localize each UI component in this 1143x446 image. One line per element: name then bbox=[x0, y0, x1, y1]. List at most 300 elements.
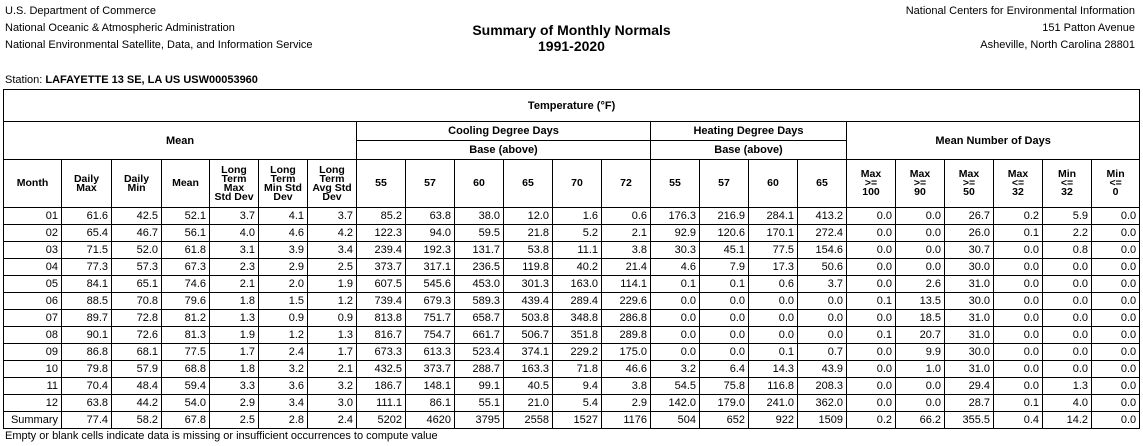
value-cell: 2.3 bbox=[210, 259, 259, 276]
value-cell: 4.6 bbox=[259, 225, 308, 242]
value-cell: 2.1 bbox=[308, 361, 357, 378]
value-cell: 68.8 bbox=[162, 361, 210, 378]
value-cell: 77.4 bbox=[62, 412, 112, 429]
value-cell: 661.7 bbox=[455, 327, 504, 344]
value-cell: 1.6 bbox=[553, 208, 602, 225]
value-cell: 77.5 bbox=[749, 242, 798, 259]
table-row bbox=[4, 378, 1140, 395]
value-cell: 14.3 bbox=[749, 361, 798, 378]
station-line bbox=[5, 74, 258, 86]
value-cell: 0.0 bbox=[896, 395, 945, 412]
value-cell: 0.0 bbox=[1043, 310, 1092, 327]
value-cell: 523.4 bbox=[455, 344, 504, 361]
value-cell: 1509 bbox=[798, 412, 847, 429]
value-cell: 65.1 bbox=[112, 276, 162, 293]
column-header: Long Term Avg Std Dev bbox=[308, 160, 357, 208]
value-cell: 86.1 bbox=[406, 395, 455, 412]
value-cell: 81.2 bbox=[162, 310, 210, 327]
value-cell: 922 bbox=[749, 412, 798, 429]
column-header: Min <= 0 bbox=[1092, 160, 1140, 208]
value-cell: 0.0 bbox=[1043, 327, 1092, 344]
value-cell: 3.7 bbox=[798, 276, 847, 293]
value-cell: 148.1 bbox=[406, 378, 455, 395]
value-cell: 0.0 bbox=[847, 378, 896, 395]
value-cell: 0.0 bbox=[994, 259, 1043, 276]
value-cell: 679.3 bbox=[406, 293, 455, 310]
column-header: Max >= 90 bbox=[896, 160, 945, 208]
column-header: Max >= 100 bbox=[847, 160, 896, 208]
value-cell: 30.3 bbox=[651, 242, 700, 259]
value-cell: 71.8 bbox=[553, 361, 602, 378]
value-cell: 21.8 bbox=[504, 225, 553, 242]
value-cell: 1.7 bbox=[210, 344, 259, 361]
month-cell: 12 bbox=[4, 395, 62, 412]
month-cell: 03 bbox=[4, 242, 62, 259]
agency-line-2: National Oceanic & Atmospheric Administration bbox=[5, 22, 235, 34]
value-cell: 348.8 bbox=[553, 310, 602, 327]
value-cell: 413.2 bbox=[798, 208, 847, 225]
heating-degree-days-header: Heating Degree Days bbox=[651, 122, 847, 141]
value-cell: 99.1 bbox=[455, 378, 504, 395]
value-cell: 1.9 bbox=[210, 327, 259, 344]
value-cell: 12.0 bbox=[504, 208, 553, 225]
value-cell: 1527 bbox=[553, 412, 602, 429]
value-cell: 0.1 bbox=[994, 395, 1043, 412]
value-cell: 2.9 bbox=[210, 395, 259, 412]
value-cell: 14.2 bbox=[1043, 412, 1092, 429]
column-header: 60 bbox=[749, 160, 798, 208]
value-cell: 0.0 bbox=[1092, 242, 1140, 259]
column-header: Daily Min bbox=[112, 160, 162, 208]
value-cell: 0.0 bbox=[1092, 225, 1140, 242]
value-cell: 1.0 bbox=[896, 361, 945, 378]
value-cell: 81.3 bbox=[162, 327, 210, 344]
value-cell: 50.6 bbox=[798, 259, 847, 276]
column-header: 65 bbox=[504, 160, 553, 208]
value-cell: 2.9 bbox=[259, 259, 308, 276]
value-cell: 239.4 bbox=[357, 242, 406, 259]
station-label: Station: bbox=[5, 74, 43, 86]
value-cell: 1176 bbox=[602, 412, 651, 429]
value-cell: 229.2 bbox=[553, 344, 602, 361]
station-name: LAFAYETTE 13 SE, LA US USW00053960 bbox=[45, 74, 258, 86]
column-header: 72 bbox=[602, 160, 651, 208]
value-cell: 175.0 bbox=[602, 344, 651, 361]
value-cell: 1.3 bbox=[210, 310, 259, 327]
value-cell: 373.7 bbox=[357, 259, 406, 276]
column-header: 57 bbox=[406, 160, 455, 208]
column-header: Mean bbox=[162, 160, 210, 208]
table-row bbox=[4, 327, 1140, 344]
value-cell: 0.0 bbox=[994, 310, 1043, 327]
value-cell: 4.0 bbox=[1043, 395, 1092, 412]
value-cell: 0.0 bbox=[749, 327, 798, 344]
value-cell: 288.7 bbox=[455, 361, 504, 378]
value-cell: 9.4 bbox=[553, 378, 602, 395]
value-cell: 3.2 bbox=[259, 361, 308, 378]
address-line-1: National Centers for Environmental Information bbox=[905, 5, 1135, 17]
value-cell: 241.0 bbox=[749, 395, 798, 412]
value-cell: 53.8 bbox=[504, 242, 553, 259]
value-cell: 54.5 bbox=[651, 378, 700, 395]
value-cell: 2.5 bbox=[308, 259, 357, 276]
month-cell: 10 bbox=[4, 361, 62, 378]
value-cell: 192.3 bbox=[406, 242, 455, 259]
value-cell: 40.2 bbox=[553, 259, 602, 276]
value-cell: 0.0 bbox=[798, 310, 847, 327]
value-cell: 1.8 bbox=[210, 293, 259, 310]
value-cell: 286.8 bbox=[602, 310, 651, 327]
value-cell: 57.9 bbox=[112, 361, 162, 378]
value-cell: 0.0 bbox=[1043, 361, 1092, 378]
value-cell: 373.7 bbox=[406, 361, 455, 378]
value-cell: 0.1 bbox=[700, 276, 749, 293]
value-cell: 658.7 bbox=[455, 310, 504, 327]
value-cell: 26.7 bbox=[945, 208, 994, 225]
value-cell: 362.0 bbox=[798, 395, 847, 412]
value-cell: 0.0 bbox=[651, 327, 700, 344]
value-cell: 2.2 bbox=[1043, 225, 1092, 242]
value-cell: 751.7 bbox=[406, 310, 455, 327]
value-cell: 67.3 bbox=[162, 259, 210, 276]
value-cell: 111.1 bbox=[357, 395, 406, 412]
value-cell: 351.8 bbox=[553, 327, 602, 344]
column-header: 65 bbox=[798, 160, 847, 208]
value-cell: 0.0 bbox=[896, 378, 945, 395]
value-cell: 88.5 bbox=[62, 293, 112, 310]
cooling-degree-days-header: Cooling Degree Days bbox=[357, 122, 651, 141]
value-cell: 284.1 bbox=[749, 208, 798, 225]
value-cell: 30.7 bbox=[945, 242, 994, 259]
address-line-2: 151 Patton Avenue bbox=[1042, 22, 1135, 34]
value-cell: 0.0 bbox=[847, 225, 896, 242]
column-header: Long Term Max Std Dev bbox=[210, 160, 259, 208]
value-cell: 4.6 bbox=[651, 259, 700, 276]
column-header-row bbox=[4, 160, 1140, 208]
value-cell: 1.8 bbox=[210, 361, 259, 378]
value-cell: 55.1 bbox=[455, 395, 504, 412]
value-cell: 545.6 bbox=[406, 276, 455, 293]
column-header: Long Term Min Std Dev bbox=[259, 160, 308, 208]
value-cell: 72.6 bbox=[112, 327, 162, 344]
value-cell: 4.2 bbox=[308, 225, 357, 242]
value-cell: 0.6 bbox=[602, 208, 651, 225]
table-row bbox=[4, 344, 1140, 361]
value-cell: 3.2 bbox=[651, 361, 700, 378]
month-cell: 09 bbox=[4, 344, 62, 361]
value-cell: 506.7 bbox=[504, 327, 553, 344]
value-cell: 131.7 bbox=[455, 242, 504, 259]
value-cell: 4.0 bbox=[210, 225, 259, 242]
value-cell: 607.5 bbox=[357, 276, 406, 293]
value-cell: 1.5 bbox=[259, 293, 308, 310]
value-cell: 813.8 bbox=[357, 310, 406, 327]
value-cell: 0.0 bbox=[651, 293, 700, 310]
value-cell: 0.0 bbox=[847, 242, 896, 259]
value-cell: 236.5 bbox=[455, 259, 504, 276]
month-cell: 07 bbox=[4, 310, 62, 327]
value-cell: 5.9 bbox=[1043, 208, 1092, 225]
value-cell: 79.6 bbox=[162, 293, 210, 310]
value-cell: 504 bbox=[651, 412, 700, 429]
value-cell: 613.3 bbox=[406, 344, 455, 361]
value-cell: 176.3 bbox=[651, 208, 700, 225]
value-cell: 4.1 bbox=[259, 208, 308, 225]
value-cell: 6.4 bbox=[700, 361, 749, 378]
value-cell: 3795 bbox=[455, 412, 504, 429]
value-cell: 68.1 bbox=[112, 344, 162, 361]
column-header: Max >= 50 bbox=[945, 160, 994, 208]
month-cell: Summary bbox=[4, 412, 62, 429]
value-cell: 18.5 bbox=[896, 310, 945, 327]
value-cell: 673.3 bbox=[357, 344, 406, 361]
value-cell: 0.0 bbox=[1092, 344, 1140, 361]
value-cell: 122.3 bbox=[357, 225, 406, 242]
value-cell: 5202 bbox=[357, 412, 406, 429]
value-cell: 26.0 bbox=[945, 225, 994, 242]
value-cell: 0.1 bbox=[847, 327, 896, 344]
value-cell: 30.0 bbox=[945, 259, 994, 276]
value-cell: 77.3 bbox=[62, 259, 112, 276]
value-cell: 2.8 bbox=[259, 412, 308, 429]
value-cell: 116.8 bbox=[749, 378, 798, 395]
value-cell: 66.2 bbox=[896, 412, 945, 429]
value-cell: 0.0 bbox=[896, 242, 945, 259]
value-cell: 208.3 bbox=[798, 378, 847, 395]
value-cell: 85.2 bbox=[357, 208, 406, 225]
value-cell: 3.4 bbox=[308, 242, 357, 259]
value-cell: 453.0 bbox=[455, 276, 504, 293]
value-cell: 21.0 bbox=[504, 395, 553, 412]
value-cell: 1.9 bbox=[308, 276, 357, 293]
value-cell: 0.0 bbox=[1092, 208, 1140, 225]
value-cell: 0.0 bbox=[1092, 293, 1140, 310]
value-cell: 0.6 bbox=[749, 276, 798, 293]
mean-group-header: Mean bbox=[4, 122, 357, 160]
value-cell: 289.8 bbox=[602, 327, 651, 344]
value-cell: 5.4 bbox=[553, 395, 602, 412]
value-cell: 72.8 bbox=[112, 310, 162, 327]
heating-base-header: Base (above) bbox=[651, 141, 847, 160]
value-cell: 0.0 bbox=[1043, 293, 1092, 310]
value-cell: 42.5 bbox=[112, 208, 162, 225]
value-cell: 2.5 bbox=[210, 412, 259, 429]
value-cell: 30.0 bbox=[945, 293, 994, 310]
month-cell: 04 bbox=[4, 259, 62, 276]
value-cell: 179.0 bbox=[700, 395, 749, 412]
value-cell: 0.0 bbox=[847, 395, 896, 412]
value-cell: 0.0 bbox=[1043, 259, 1092, 276]
value-cell: 0.0 bbox=[798, 327, 847, 344]
value-cell: 0.0 bbox=[1092, 276, 1140, 293]
table-row bbox=[4, 276, 1140, 293]
value-cell: 3.8 bbox=[602, 242, 651, 259]
value-cell: 84.1 bbox=[62, 276, 112, 293]
value-cell: 2.1 bbox=[602, 225, 651, 242]
value-cell: 0.0 bbox=[1092, 378, 1140, 395]
value-cell: 2.9 bbox=[602, 395, 651, 412]
value-cell: 374.1 bbox=[504, 344, 553, 361]
column-header: 70 bbox=[553, 160, 602, 208]
value-cell: 272.4 bbox=[798, 225, 847, 242]
value-cell: 30.0 bbox=[945, 344, 994, 361]
value-cell: 0.0 bbox=[700, 344, 749, 361]
value-cell: 57.3 bbox=[112, 259, 162, 276]
value-cell: 0.1 bbox=[651, 276, 700, 293]
value-cell: 71.5 bbox=[62, 242, 112, 259]
value-cell: 89.7 bbox=[62, 310, 112, 327]
value-cell: 0.0 bbox=[994, 242, 1043, 259]
value-cell: 31.0 bbox=[945, 327, 994, 344]
value-cell: 0.0 bbox=[994, 293, 1043, 310]
table-row bbox=[4, 412, 1140, 429]
value-cell: 0.0 bbox=[847, 344, 896, 361]
value-cell: 86.8 bbox=[62, 344, 112, 361]
month-cell: 11 bbox=[4, 378, 62, 395]
value-cell: 1.2 bbox=[259, 327, 308, 344]
value-cell: 0.0 bbox=[994, 344, 1043, 361]
value-cell: 40.5 bbox=[504, 378, 553, 395]
column-header: 57 bbox=[700, 160, 749, 208]
value-cell: 44.2 bbox=[112, 395, 162, 412]
value-cell: 0.7 bbox=[798, 344, 847, 361]
value-cell: 0.0 bbox=[749, 310, 798, 327]
value-cell: 63.8 bbox=[62, 395, 112, 412]
value-cell: 46.7 bbox=[112, 225, 162, 242]
value-cell: 0.0 bbox=[1043, 344, 1092, 361]
value-cell: 59.4 bbox=[162, 378, 210, 395]
address-line-3: Asheville, North Carolina 28801 bbox=[980, 39, 1135, 51]
address-block bbox=[906, 3, 1135, 54]
table-row bbox=[4, 361, 1140, 378]
value-cell: 0.0 bbox=[994, 327, 1043, 344]
normals-table bbox=[3, 89, 1140, 429]
value-cell: 186.7 bbox=[357, 378, 406, 395]
value-cell: 0.0 bbox=[847, 208, 896, 225]
table-row bbox=[4, 310, 1140, 327]
value-cell: 2.6 bbox=[896, 276, 945, 293]
value-cell: 70.4 bbox=[62, 378, 112, 395]
value-cell: 1.3 bbox=[308, 327, 357, 344]
value-cell: 652 bbox=[700, 412, 749, 429]
value-cell: 59.5 bbox=[455, 225, 504, 242]
value-cell: 1.7 bbox=[308, 344, 357, 361]
value-cell: 3.3 bbox=[210, 378, 259, 395]
month-cell: 01 bbox=[4, 208, 62, 225]
value-cell: 317.1 bbox=[406, 259, 455, 276]
value-cell: 432.5 bbox=[357, 361, 406, 378]
value-cell: 94.0 bbox=[406, 225, 455, 242]
value-cell: 4620 bbox=[406, 412, 455, 429]
value-cell: 0.0 bbox=[896, 259, 945, 276]
value-cell: 20.7 bbox=[896, 327, 945, 344]
value-cell: 216.9 bbox=[700, 208, 749, 225]
table-row bbox=[4, 242, 1140, 259]
value-cell: 3.7 bbox=[210, 208, 259, 225]
value-cell: 0.0 bbox=[994, 361, 1043, 378]
value-cell: 229.6 bbox=[602, 293, 651, 310]
value-cell: 63.8 bbox=[406, 208, 455, 225]
value-cell: 120.6 bbox=[700, 225, 749, 242]
value-cell: 7.9 bbox=[700, 259, 749, 276]
column-header: Min <= 32 bbox=[1043, 160, 1092, 208]
value-cell: 90.1 bbox=[62, 327, 112, 344]
value-cell: 142.0 bbox=[651, 395, 700, 412]
value-cell: 28.7 bbox=[945, 395, 994, 412]
value-cell: 3.1 bbox=[210, 242, 259, 259]
value-cell: 0.9 bbox=[308, 310, 357, 327]
value-cell: 43.9 bbox=[798, 361, 847, 378]
value-cell: 170.1 bbox=[749, 225, 798, 242]
cooling-base-header: Base (above) bbox=[357, 141, 651, 160]
month-cell: 02 bbox=[4, 225, 62, 242]
month-cell: 06 bbox=[4, 293, 62, 310]
value-cell: 0.0 bbox=[1092, 361, 1140, 378]
value-cell: 0.0 bbox=[847, 276, 896, 293]
value-cell: 2.4 bbox=[308, 412, 357, 429]
value-cell: 13.5 bbox=[896, 293, 945, 310]
value-cell: 3.6 bbox=[259, 378, 308, 395]
value-cell: 301.3 bbox=[504, 276, 553, 293]
value-cell: 1.3 bbox=[1043, 378, 1092, 395]
value-cell: 2.1 bbox=[210, 276, 259, 293]
value-cell: 2558 bbox=[504, 412, 553, 429]
value-cell: 0.0 bbox=[1092, 327, 1140, 344]
value-cell: 3.4 bbox=[259, 395, 308, 412]
value-cell: 3.9 bbox=[259, 242, 308, 259]
value-cell: 58.2 bbox=[112, 412, 162, 429]
value-cell: 0.0 bbox=[847, 310, 896, 327]
value-cell: 21.4 bbox=[602, 259, 651, 276]
value-cell: 48.4 bbox=[112, 378, 162, 395]
value-cell: 9.9 bbox=[896, 344, 945, 361]
table-row bbox=[4, 293, 1140, 310]
footnote: Empty or blank cells indicate data is missing or insufficient occurrences to compute value bbox=[5, 430, 438, 442]
value-cell: 29.4 bbox=[945, 378, 994, 395]
value-cell: 0.4 bbox=[994, 412, 1043, 429]
value-cell: 31.0 bbox=[945, 276, 994, 293]
value-cell: 0.8 bbox=[1043, 242, 1092, 259]
value-cell: 0.0 bbox=[1043, 276, 1092, 293]
column-header: 55 bbox=[357, 160, 406, 208]
value-cell: 0.9 bbox=[259, 310, 308, 327]
value-cell: 0.1 bbox=[994, 225, 1043, 242]
normals-table-body bbox=[4, 208, 1140, 429]
month-cell: 05 bbox=[4, 276, 62, 293]
value-cell: 17.3 bbox=[749, 259, 798, 276]
value-cell: 1.2 bbox=[308, 293, 357, 310]
column-header: Month bbox=[4, 160, 62, 208]
value-cell: 816.7 bbox=[357, 327, 406, 344]
value-cell: 0.0 bbox=[847, 259, 896, 276]
value-cell: 154.6 bbox=[798, 242, 847, 259]
value-cell: 67.8 bbox=[162, 412, 210, 429]
agency-line-3: National Environmental Satellite, Data, and Information Service bbox=[5, 39, 313, 51]
value-cell: 3.2 bbox=[308, 378, 357, 395]
agency-line-1: U.S. Department of Commerce bbox=[5, 5, 156, 17]
month-cell: 08 bbox=[4, 327, 62, 344]
column-header: 55 bbox=[651, 160, 700, 208]
value-cell: 0.0 bbox=[1092, 259, 1140, 276]
report-title: Summary of Monthly Normals bbox=[472, 22, 671, 38]
value-cell: 739.4 bbox=[357, 293, 406, 310]
value-cell: 289.4 bbox=[553, 293, 602, 310]
table-row bbox=[4, 225, 1140, 242]
mean-number-of-days-header: Mean Number of Days bbox=[847, 122, 1140, 160]
report-period: 1991-2020 bbox=[538, 38, 605, 54]
value-cell: 163.0 bbox=[553, 276, 602, 293]
column-header: Daily Max bbox=[62, 160, 112, 208]
